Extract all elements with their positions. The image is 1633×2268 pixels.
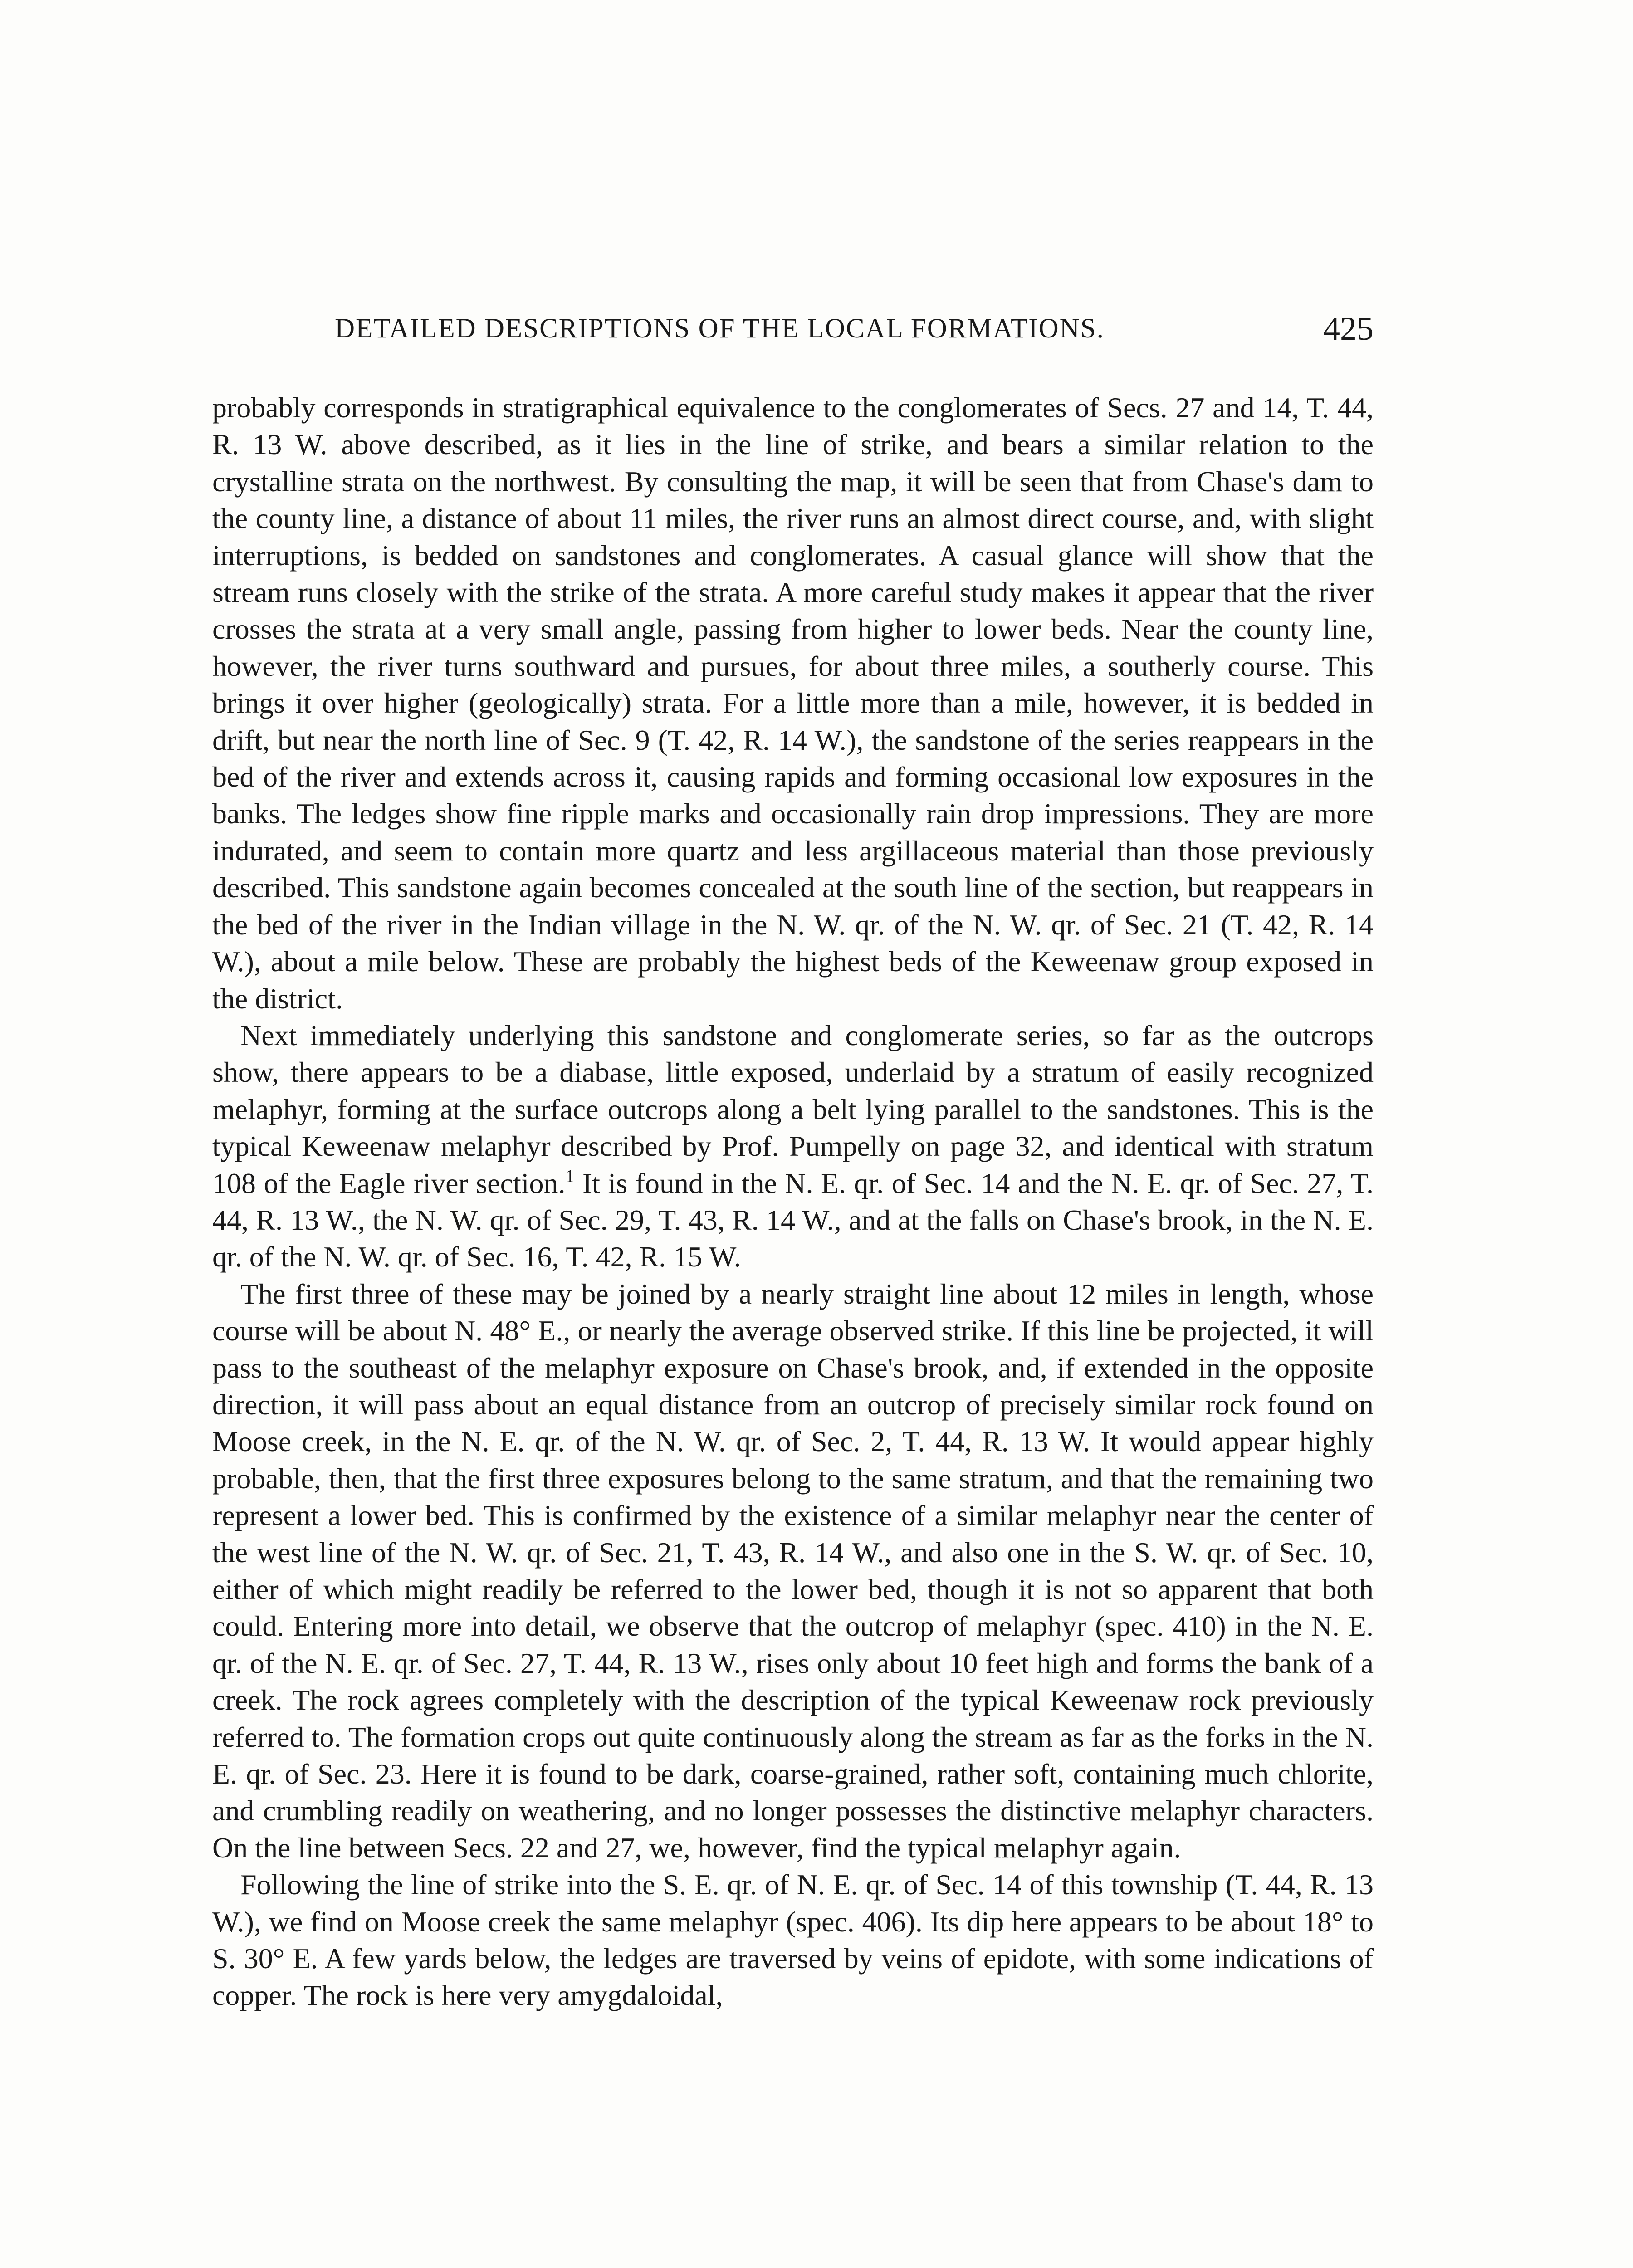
paragraph-2 bbox=[212, 1017, 1374, 1276]
footnote-reference[interactable]: 1 bbox=[565, 1165, 575, 1186]
paragraph-2-continuation: It is found in the N. E. qr. of Sec. 14 and the N. E. qr. of Sec. 27, T. 44, R. 13 W., the N. W. qr. of Sec. 29, T. 43, R. 14 W., and at the falls on Chase's brook, in the N. E. qr. of the N. W. qr. of Sec. 16, T. 42, R. 15 W. bbox=[212, 1167, 1374, 1273]
body-text bbox=[212, 389, 1374, 2014]
paragraph-1: probably corresponds in stratigraphical equivalence to the conglomerates of Secs. 27 and 14, T. 44, R. 13 W. above described, as it lies in the line of strike, and bears a similar relation to the crystalline strata on the northwest. By consulting the map, it will be seen that from Chase's dam to the county line, a distance of about 11 miles, the river runs an almost direct course, and, with slight interruptions, is bedded on sandstones and conglomerates. A casual glance will show that the stream runs closely with the strike of the strata. A more careful study makes it appear that the river crosses the strata at a very small angle, passing from higher to lower beds. Near the county line, however, the river turns southward and pursues, for about three miles, a southerly course. This brings it over higher (geologically) strata. For a little more than a mile, however, it is bedded in drift, but near the north line of Sec. 9 (T. 42, R. 14 W.), the sandstone of the series reappears in the bed of the river and extends across it, causing rapids and forming occasional low exposures in the banks. The ledges show fine ripple marks and occasionally rain drop impressions. They are more indurated, and seem to contain more quartz and less argillaceous material than those previously described. This sandstone again becomes concealed at the south line of the section, but reappears in the bed of the river in the Indian village in the N. W. qr. of the N. W. qr. of Sec. 21 (T. 42, R. 14 W.), about a mile below. These are probably the highest beds of the Keweenaw group exposed in the district. bbox=[212, 391, 1374, 1015]
paragraph-2-text: Next immediately underlying this sandstone and conglomerate series, so far as the outcrops show, there appears to be a diabase, little exposed, underlaid by a stratum of easily recognized melaphyr, forming at the surface outcrops along a belt lying parallel to the sandstones. This is the typical Keweenaw melaphyr described by Prof. Pumpelly on page 32, and identical with stratum 108 of the Eagle river section. bbox=[212, 1019, 1374, 1199]
page-header bbox=[212, 308, 1374, 358]
paragraph-3: The first three of these may be joined by a nearly straight line about 12 miles in length, whose course will be about N. 48° E., or nearly the average observed strike. If this line be projected, it will pass to the southeast of the melaphyr exposure on Chase's brook, and, if extended in the opposite direction, it will pass about an equal distance from an outcrop of precisely similar rock found on Moose creek, in the N. E. qr. of the N. W. qr. of Sec. 2, T. 44, R. 13 W. It would appear highly probable, then, that the first three exposures belong to the same stratum, and that the remaining two represent a lower bed. This is confirmed by the existence of a similar melaphyr near the center of the west line of the N. W. qr. of Sec. 21, T. 43, R. 14 W., and also one in the S. W. qr. of Sec. 10, either of which might readily be referred to the lower bed, though it is not so apparent that both could. Entering more into detail, we observe that the outcrop of melaphyr (spec. 410) in the N. E. qr. of the N. E. qr. of Sec. 27, T. 44, R. 13 W., rises only about 10 feet high and forms the bank of a creek. The rock agrees completely with the description of the typical Keweenaw rock previously referred to. The formation crops out quite continuously along the stream as far as the forks in the N. E. qr. of Sec. 23. Here it is found to be dark, coarse-grained, rather soft, containing much chlorite, and crumbling readily on weathering, and no longer possesses the distinctive melaphyr characters. On the line between Secs. 22 and 27, we, however, find the typical melaphyr again. bbox=[212, 1277, 1374, 1864]
paragraph-4: Following the line of strike into the S. E. qr. of N. E. qr. of Sec. 14 of this township (T. 44, R. 13 W.), we find on Moose creek the same melaphyr (spec. 406). Its dip here appears to be about 18° to S. 30° E. A few yards below, the ledges are traversed by veins of epidote, with some indications of copper. The rock is here very amygdaloidal, bbox=[212, 1868, 1374, 2012]
running-head: DETAILED DESCRIPTIONS OF THE LOCAL FORMATIONS. bbox=[335, 313, 1105, 344]
page-number: 425 bbox=[1323, 310, 1374, 347]
